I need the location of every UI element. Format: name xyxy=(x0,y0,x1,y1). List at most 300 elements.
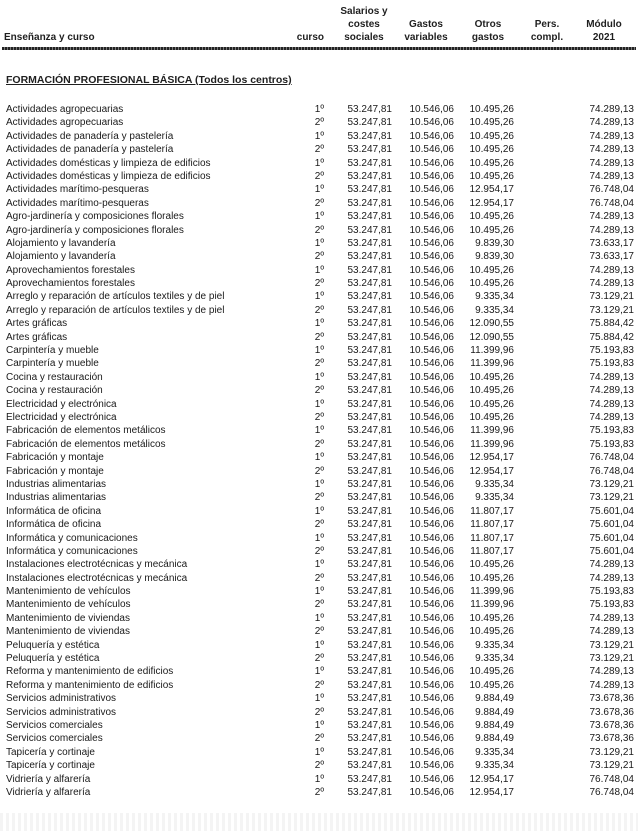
table-row xyxy=(0,639,638,652)
salarios-value: 53.247,81 xyxy=(347,157,392,169)
course-year: 2º xyxy=(314,278,324,290)
modulo-value: 75.601,04 xyxy=(589,505,634,517)
header-salarios-line-3: sociales xyxy=(344,32,384,43)
course-year: 1º xyxy=(314,398,324,410)
course-year: 2º xyxy=(314,465,324,477)
salarios-value: 53.247,81 xyxy=(347,666,392,678)
gastos-value: 10.546,06 xyxy=(409,398,454,410)
table-row xyxy=(0,478,638,491)
header-otros xyxy=(458,18,518,44)
salarios-value: 53.247,81 xyxy=(347,478,392,490)
table-row xyxy=(0,558,638,571)
course-name: Aprovechamientos forestales xyxy=(6,278,135,290)
salarios-value: 53.247,81 xyxy=(347,331,392,343)
gastos-value: 10.546,06 xyxy=(409,411,454,423)
gastos-value: 10.546,06 xyxy=(409,733,454,745)
course-year: 2º xyxy=(314,492,324,504)
salarios-value: 53.247,81 xyxy=(347,773,392,785)
gastos-value: 10.546,06 xyxy=(409,184,454,196)
salarios-value: 53.247,81 xyxy=(347,572,392,584)
table-row xyxy=(0,665,638,678)
course-name: Artes gráficas xyxy=(6,318,68,330)
course-year: 1º xyxy=(314,184,324,196)
table-row xyxy=(0,706,638,719)
salarios-value: 53.247,81 xyxy=(347,626,392,638)
course-year: 1º xyxy=(314,559,324,571)
course-name: Agro-jardinería y composiciones florales xyxy=(6,211,184,223)
gastos-value: 10.546,06 xyxy=(409,237,454,249)
course-name: Instalaciones electrotécnicas y mecánica xyxy=(6,572,188,584)
header-gastos-line-2: variables xyxy=(404,32,448,43)
course-name: Arreglo y reparación de artículos textiles y de piel xyxy=(6,304,225,316)
gastos-value: 10.546,06 xyxy=(409,291,454,303)
header-pers xyxy=(518,18,576,44)
table-row xyxy=(0,746,638,759)
table-row xyxy=(0,411,638,424)
salarios-value: 53.247,81 xyxy=(347,117,392,129)
course-year: 2º xyxy=(314,170,324,182)
modulo-value: 74.289,13 xyxy=(589,170,634,182)
salarios-value: 53.247,81 xyxy=(347,251,392,263)
header-gastos xyxy=(396,18,456,44)
gastos-value: 10.546,06 xyxy=(409,532,454,544)
course-name: Cocina y restauración xyxy=(6,371,103,383)
salarios-value: 53.247,81 xyxy=(347,130,392,142)
otros-value: 9.335,34 xyxy=(475,478,514,490)
gastos-value: 10.546,06 xyxy=(409,746,454,758)
modulo-value: 74.289,13 xyxy=(589,104,634,115)
course-name: Servicios comerciales xyxy=(6,733,103,745)
otros-value: 10.495,26 xyxy=(469,117,514,129)
salarios-value: 53.247,81 xyxy=(347,559,392,571)
course-name: Informática de oficina xyxy=(6,519,102,531)
table-row xyxy=(0,157,638,170)
course-name: Fabricación de elementos metálicos xyxy=(6,425,166,437)
header-rule xyxy=(2,47,636,50)
modulo-value: 73.678,36 xyxy=(589,733,634,745)
table-row xyxy=(0,277,638,290)
course-name: Alojamiento y lavandería xyxy=(6,251,116,263)
salarios-value: 53.247,81 xyxy=(347,693,392,705)
otros-value: 10.495,26 xyxy=(469,130,514,142)
salarios-value: 53.247,81 xyxy=(347,532,392,544)
course-year: 1º xyxy=(314,157,324,169)
course-name: Actividades domésticas y limpieza de edificios xyxy=(6,170,211,182)
otros-value: 10.495,26 xyxy=(469,679,514,691)
modulo-value: 73.129,21 xyxy=(589,653,634,665)
salarios-value: 53.247,81 xyxy=(347,786,392,798)
otros-value: 12.090,55 xyxy=(469,318,514,330)
otros-value: 11.399,96 xyxy=(470,599,514,611)
table-row xyxy=(0,183,638,196)
gastos-value: 10.546,06 xyxy=(409,612,454,624)
salarios-value: 53.247,81 xyxy=(347,237,392,249)
course-year: 2º xyxy=(314,679,324,691)
table-row xyxy=(0,692,638,705)
course-name: Servicios comerciales xyxy=(6,719,103,731)
salarios-value: 53.247,81 xyxy=(347,519,392,531)
table-row xyxy=(0,331,638,344)
salarios-value: 53.247,81 xyxy=(347,170,392,182)
salarios-value: 53.247,81 xyxy=(347,599,392,611)
table-row xyxy=(0,585,638,598)
course-name: Tapicería y cortinaje xyxy=(6,746,95,758)
course-name: Cocina y restauración xyxy=(6,385,103,397)
course-year: 1º xyxy=(314,371,324,383)
table-row xyxy=(0,130,638,143)
gastos-value: 10.546,06 xyxy=(409,786,454,798)
otros-value: 9.335,34 xyxy=(475,492,514,504)
salarios-value: 53.247,81 xyxy=(347,746,392,758)
salarios-value: 53.247,81 xyxy=(347,639,392,651)
course-name: Fabricación y montaje xyxy=(6,452,104,464)
course-year: 2º xyxy=(314,760,324,772)
table-row xyxy=(0,424,638,437)
gastos-value: 10.546,06 xyxy=(409,144,454,156)
course-name: Mantenimiento de vehículos xyxy=(6,599,131,611)
table-row xyxy=(0,384,638,397)
otros-value: 9.335,34 xyxy=(475,746,514,758)
otros-value: 12.954,17 xyxy=(469,197,514,209)
course-name: Fabricación y montaje xyxy=(6,465,104,477)
course-name: Actividades marítimo-pesqueras xyxy=(6,184,149,196)
table-body xyxy=(0,103,638,799)
course-name: Carpintería y mueble xyxy=(6,358,99,370)
modulo-value: 74.289,13 xyxy=(589,612,634,624)
otros-value: 10.495,26 xyxy=(469,170,514,182)
course-name: Actividades marítimo-pesqueras xyxy=(6,197,149,209)
table-row xyxy=(0,759,638,772)
gastos-value: 10.546,06 xyxy=(409,639,454,651)
gastos-value: 10.546,06 xyxy=(409,452,454,464)
table-row xyxy=(0,773,638,786)
header-salarios-line-1: Salarios y xyxy=(340,6,388,17)
otros-value: 9.335,34 xyxy=(475,760,514,772)
salarios-value: 53.247,81 xyxy=(347,358,392,370)
salarios-value: 53.247,81 xyxy=(347,184,392,196)
modulo-value: 74.289,13 xyxy=(589,224,634,236)
course-name: Actividades agropecuarias xyxy=(6,117,124,129)
salarios-value: 53.247,81 xyxy=(347,371,392,383)
header-modulo-line-1: Módulo xyxy=(586,19,622,30)
gastos-value: 10.546,06 xyxy=(409,345,454,357)
table-row xyxy=(0,491,638,504)
modulo-value: 76.748,04 xyxy=(589,197,634,209)
header-pers-line-1: Pers. xyxy=(534,19,560,30)
modulo-value: 74.289,13 xyxy=(589,130,634,142)
salarios-value: 53.247,81 xyxy=(347,760,392,772)
gastos-value: 10.546,06 xyxy=(409,117,454,129)
course-year: 2º xyxy=(314,251,324,263)
salarios-value: 53.247,81 xyxy=(347,385,392,397)
modulo-value: 75.601,04 xyxy=(589,545,634,557)
gastos-value: 10.546,06 xyxy=(409,478,454,490)
course-year: 2º xyxy=(314,438,324,450)
modulo-value: 75.193,83 xyxy=(589,438,634,450)
header-salarios-line-2: costes xyxy=(348,19,380,30)
modulo-value: 73.633,17 xyxy=(589,237,634,249)
course-year: 2º xyxy=(314,411,324,423)
course-year: 1º xyxy=(314,505,324,517)
salarios-value: 53.247,81 xyxy=(347,144,392,156)
modulo-value: 73.678,36 xyxy=(589,719,634,731)
course-year: 2º xyxy=(314,706,324,718)
table-row xyxy=(0,438,638,451)
course-name: Peluquería y estética xyxy=(6,653,100,665)
modulo-value: 76.748,04 xyxy=(589,184,634,196)
table-row xyxy=(0,598,638,611)
modulo-value: 73.129,21 xyxy=(589,291,634,303)
otros-value: 9.335,34 xyxy=(475,291,514,303)
gastos-value: 10.546,06 xyxy=(409,492,454,504)
salarios-value: 53.247,81 xyxy=(347,733,392,745)
table-row xyxy=(0,237,638,250)
salarios-value: 53.247,81 xyxy=(347,398,392,410)
header-gastos-line-1: Gastos xyxy=(409,19,443,30)
salarios-value: 53.247,81 xyxy=(347,706,392,718)
course-name: Informática y comunicaciones xyxy=(6,532,138,544)
course-name: Actividades agropecuarias xyxy=(6,104,124,115)
gastos-value: 10.546,06 xyxy=(409,425,454,437)
otros-value: 11.399,96 xyxy=(470,358,514,370)
course-name: Fabricación de elementos metálicos xyxy=(6,438,166,450)
table-row xyxy=(0,317,638,330)
salarios-value: 53.247,81 xyxy=(347,505,392,517)
table-row xyxy=(0,451,638,464)
course-year: 2º xyxy=(314,545,324,557)
gastos-value: 10.546,06 xyxy=(409,693,454,705)
salarios-value: 53.247,81 xyxy=(347,719,392,731)
header-modulo xyxy=(574,18,634,44)
course-name: Peluquería y estética xyxy=(6,639,100,651)
modulo-value: 74.289,13 xyxy=(589,559,634,571)
salarios-value: 53.247,81 xyxy=(347,278,392,290)
course-year: 2º xyxy=(314,197,324,209)
otros-value: 10.495,26 xyxy=(469,411,514,423)
table-row xyxy=(0,532,638,545)
gastos-value: 10.546,06 xyxy=(409,130,454,142)
course-name: Mantenimiento de viviendas xyxy=(6,626,130,638)
otros-value: 10.495,26 xyxy=(469,559,514,571)
modulo-value: 74.289,13 xyxy=(589,264,634,276)
header-otros-line-1: Otros xyxy=(474,19,502,30)
table-row xyxy=(0,679,638,692)
otros-value: 11.807,17 xyxy=(470,545,514,557)
modulo-value: 76.748,04 xyxy=(589,773,634,785)
course-year: 1º xyxy=(314,693,324,705)
gastos-value: 10.546,06 xyxy=(409,545,454,557)
gastos-value: 10.546,06 xyxy=(409,773,454,785)
modulo-value: 73.129,21 xyxy=(589,639,634,651)
table-row xyxy=(0,398,638,411)
course-name: Actividades domésticas y limpieza de edificios xyxy=(6,157,211,169)
table-row xyxy=(0,170,638,183)
modulo-value: 73.129,21 xyxy=(589,304,634,316)
otros-value: 11.807,17 xyxy=(470,519,514,531)
modulo-value: 74.289,13 xyxy=(589,572,634,584)
gastos-value: 10.546,06 xyxy=(409,104,454,115)
salarios-value: 53.247,81 xyxy=(347,438,392,450)
course-name: Servicios administrativos xyxy=(6,706,117,718)
table-row xyxy=(0,652,638,665)
course-name: Agro-jardinería y composiciones florales xyxy=(6,224,184,236)
salarios-value: 53.247,81 xyxy=(347,224,392,236)
course-year: 1º xyxy=(314,773,324,785)
header-otros-line-2: gastos xyxy=(471,32,505,43)
otros-value: 11.807,17 xyxy=(470,532,514,544)
course-name: Actividades de panadería y pastelería xyxy=(6,130,174,142)
salarios-value: 53.247,81 xyxy=(347,612,392,624)
course-name: Aprovechamientos forestales xyxy=(6,264,135,276)
table-row xyxy=(0,612,638,625)
salarios-value: 53.247,81 xyxy=(347,104,392,115)
course-year: 1º xyxy=(314,318,324,330)
course-year: 2º xyxy=(314,519,324,531)
page-bottom-edge xyxy=(0,813,638,831)
course-year: 1º xyxy=(314,104,324,115)
course-year: 1º xyxy=(314,291,324,303)
modulo-value: 73.129,21 xyxy=(589,760,634,772)
course-year: 1º xyxy=(314,211,324,223)
course-name: Industrias alimentarias xyxy=(6,492,107,504)
modulo-value: 74.289,13 xyxy=(589,117,634,129)
otros-value: 10.495,26 xyxy=(469,224,514,236)
course-name: Mantenimiento de vehículos xyxy=(6,586,131,598)
salarios-value: 53.247,81 xyxy=(347,318,392,330)
course-year: 2º xyxy=(314,786,324,798)
otros-value: 9.335,34 xyxy=(475,639,514,651)
table-row xyxy=(0,103,638,116)
gastos-value: 10.546,06 xyxy=(409,278,454,290)
gastos-value: 10.546,06 xyxy=(409,572,454,584)
course-name: Informática y comunicaciones xyxy=(6,545,138,557)
otros-value: 12.954,17 xyxy=(469,465,514,477)
table-row xyxy=(0,719,638,732)
modulo-value: 75.884,42 xyxy=(589,318,634,330)
otros-value: 10.495,26 xyxy=(469,666,514,678)
table-row xyxy=(0,505,638,518)
gastos-value: 10.546,06 xyxy=(409,653,454,665)
gastos-value: 10.546,06 xyxy=(409,599,454,611)
course-year: 1º xyxy=(314,532,324,544)
modulo-value: 76.748,04 xyxy=(589,465,634,477)
modulo-value: 74.289,13 xyxy=(589,398,634,410)
header-curso: curso xyxy=(296,32,324,43)
salarios-value: 53.247,81 xyxy=(347,411,392,423)
gastos-value: 10.546,06 xyxy=(409,586,454,598)
otros-value: 9.884,49 xyxy=(475,706,514,718)
gastos-value: 10.546,06 xyxy=(409,157,454,169)
otros-value: 12.954,17 xyxy=(469,786,514,798)
otros-value: 9.335,34 xyxy=(475,304,514,316)
table-row xyxy=(0,344,638,357)
course-name: Electricidad y electrónica xyxy=(6,411,117,423)
course-name: Arreglo y reparación de artículos textiles y de piel xyxy=(6,291,225,303)
otros-value: 10.495,26 xyxy=(469,264,514,276)
gastos-value: 10.546,06 xyxy=(409,318,454,330)
modulo-value: 74.289,13 xyxy=(589,626,634,638)
otros-value: 10.495,26 xyxy=(469,278,514,290)
otros-value: 12.090,55 xyxy=(469,331,514,343)
modulo-value: 74.289,13 xyxy=(589,211,634,223)
modulo-value: 75.193,83 xyxy=(589,358,634,370)
gastos-value: 10.546,06 xyxy=(409,438,454,450)
course-year: 1º xyxy=(314,130,324,142)
salarios-value: 53.247,81 xyxy=(347,452,392,464)
course-year: 1º xyxy=(314,612,324,624)
otros-value: 10.495,26 xyxy=(469,612,514,624)
table-row xyxy=(0,290,638,303)
gastos-value: 10.546,06 xyxy=(409,251,454,263)
gastos-value: 10.546,06 xyxy=(409,760,454,772)
otros-value: 11.807,17 xyxy=(470,505,514,517)
table-row xyxy=(0,732,638,745)
gastos-value: 10.546,06 xyxy=(409,358,454,370)
table-row xyxy=(0,371,638,384)
otros-value: 9.884,49 xyxy=(475,733,514,745)
modulo-value: 73.129,21 xyxy=(589,478,634,490)
course-year: 2º xyxy=(314,572,324,584)
table-row xyxy=(0,304,638,317)
otros-value: 9.884,49 xyxy=(475,719,514,731)
modulo-value: 76.748,04 xyxy=(589,452,634,464)
salarios-value: 53.247,81 xyxy=(347,465,392,477)
course-year: 2º xyxy=(314,117,324,129)
course-name: Instalaciones electrotécnicas y mecánica xyxy=(6,559,188,571)
table-row xyxy=(0,545,638,558)
modulo-value: 74.289,13 xyxy=(589,385,634,397)
course-year: 2º xyxy=(314,733,324,745)
table-row xyxy=(0,625,638,638)
course-year: 1º xyxy=(314,639,324,651)
gastos-value: 10.546,06 xyxy=(409,264,454,276)
modulo-value: 75.193,83 xyxy=(589,425,634,437)
modulo-value: 74.289,13 xyxy=(589,157,634,169)
modulo-value: 75.193,83 xyxy=(589,345,634,357)
course-year: 1º xyxy=(314,746,324,758)
modulo-value: 73.633,17 xyxy=(589,251,634,263)
salarios-value: 53.247,81 xyxy=(347,264,392,276)
otros-value: 11.399,96 xyxy=(470,438,514,450)
course-name: Informática de oficina xyxy=(6,505,102,517)
modulo-value: 74.289,13 xyxy=(589,144,634,156)
course-name: Reforma y mantenimiento de edificios xyxy=(6,679,174,691)
modulo-value: 75.601,04 xyxy=(589,532,634,544)
otros-value: 12.954,17 xyxy=(469,773,514,785)
gastos-value: 10.546,06 xyxy=(409,706,454,718)
table-row xyxy=(0,224,638,237)
gastos-value: 10.546,06 xyxy=(409,211,454,223)
course-year: 2º xyxy=(314,599,324,611)
course-name: Vidriería y alfarería xyxy=(6,773,91,785)
course-year: 2º xyxy=(314,331,324,343)
modulo-value: 74.289,13 xyxy=(589,278,634,290)
table-header xyxy=(0,0,638,46)
table-row xyxy=(0,210,638,223)
header-salarios xyxy=(336,5,392,44)
table-row xyxy=(0,264,638,277)
gastos-value: 10.546,06 xyxy=(409,170,454,182)
otros-value: 12.954,17 xyxy=(469,184,514,196)
course-name: Electricidad y electrónica xyxy=(6,398,117,410)
course-year: 1º xyxy=(314,478,324,490)
header-pers-line-2: compl. xyxy=(530,32,564,43)
otros-value: 9.839,30 xyxy=(475,251,514,263)
otros-value: 10.495,26 xyxy=(469,144,514,156)
course-year: 2º xyxy=(314,224,324,236)
gastos-value: 10.546,06 xyxy=(409,371,454,383)
salarios-value: 53.247,81 xyxy=(347,425,392,437)
